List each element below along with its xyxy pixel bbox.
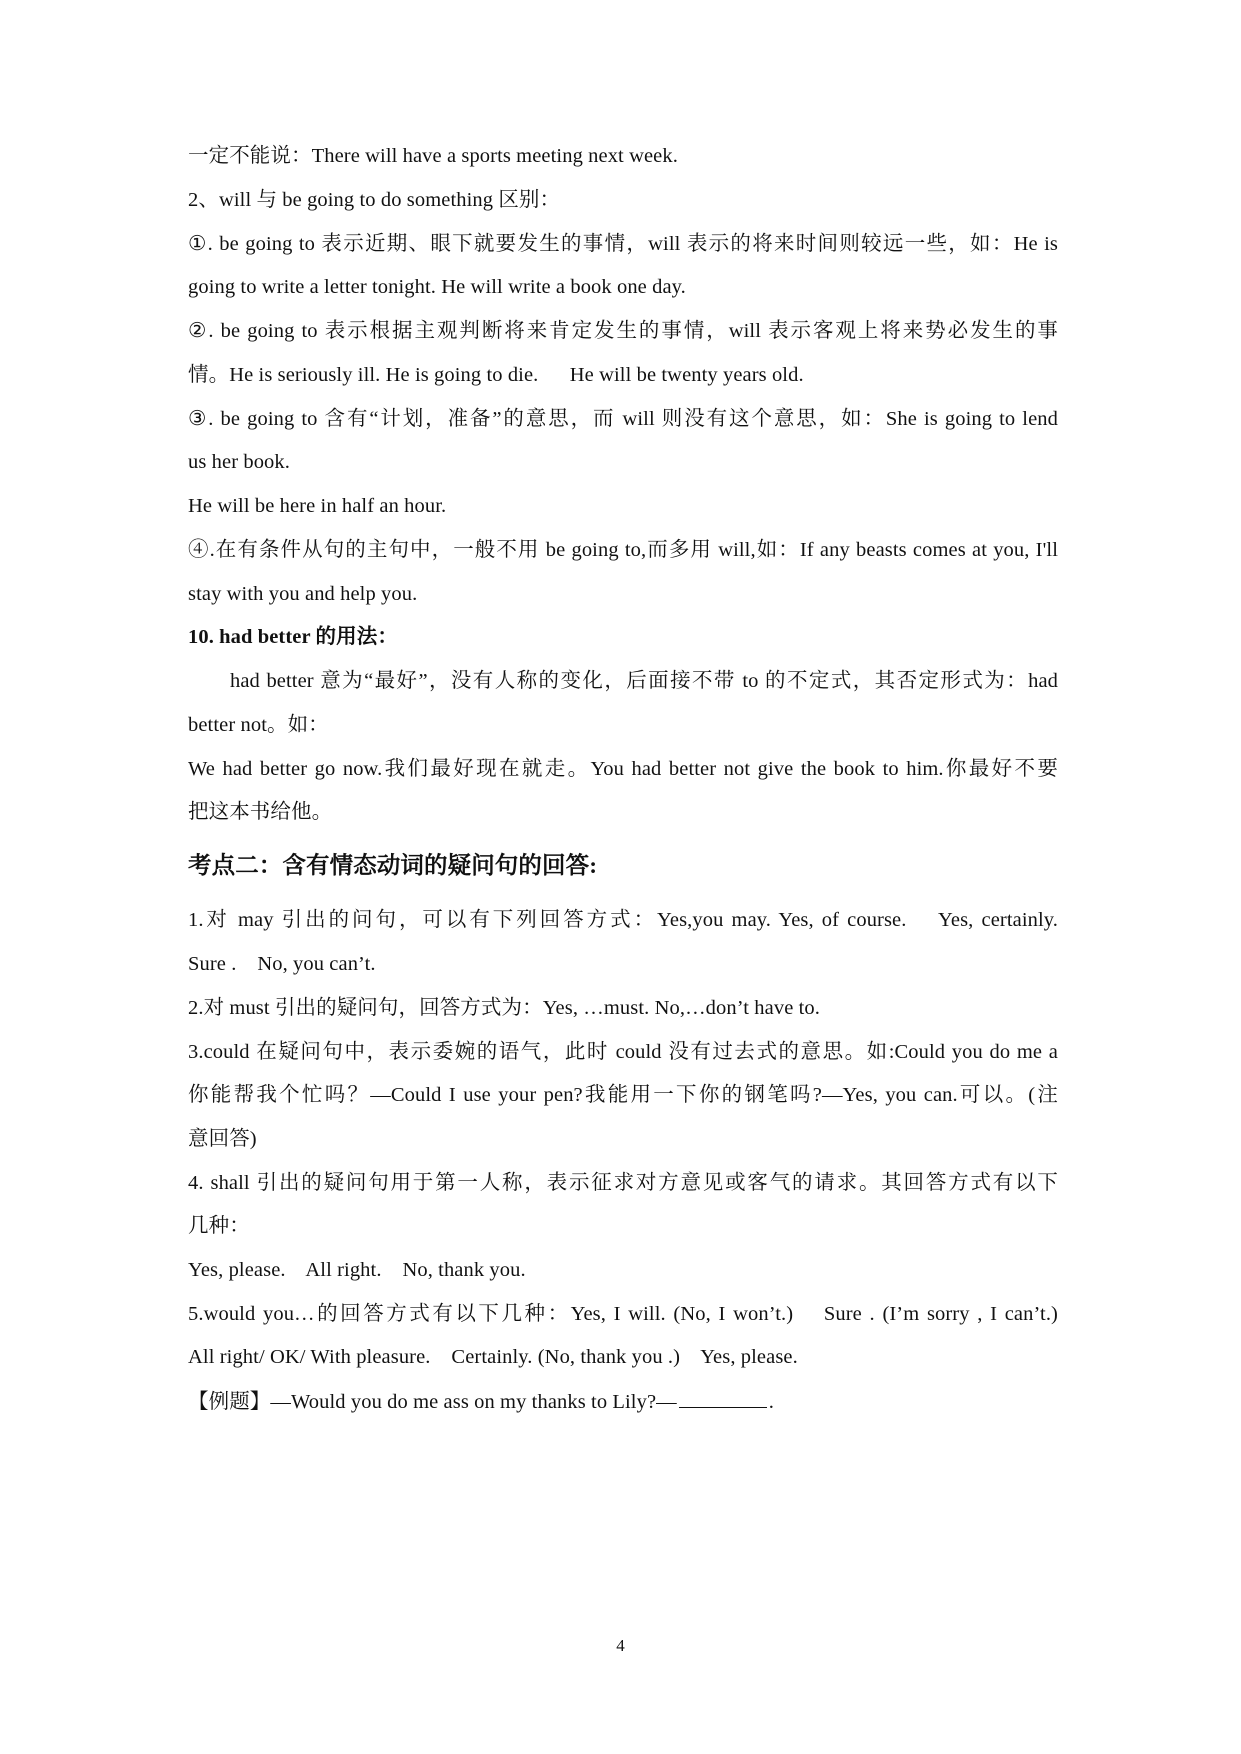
text-line: All right/ OK/ With pleasure. Certainly. (No, thank you .) Yes, please.: [188, 1346, 798, 1368]
example-question-end: .: [768, 1391, 774, 1413]
topic-heading: 考点二：含有情态动词的疑问句的回答:: [188, 853, 598, 879]
example-question-text: 【例题】—Would you do me ass on my thanks to Lily?—: [188, 1391, 677, 1413]
text-line: ②. be going to 表示根据主观判断将来肯定发生的事情，will 表示客观上将来势必发生的事: [188, 320, 1058, 342]
text-line: 5.would you…的回答方式有以下几种：Yes, I will. (No, I won’t.) Sure . (I’m sorry , I can’t.): [188, 1303, 1058, 1325]
text-line: 把这本书给他。: [188, 801, 333, 823]
text-line: better not。如：: [188, 714, 329, 736]
text-line: us her book.: [188, 451, 290, 473]
text-line: ③. be going to 含有“计划，准备”的意思，而 will 则没有这个意思，如：She is going to lend: [188, 408, 1058, 430]
text-line: We had better go now.我们最好现在就走。You had better not give the book to him.你最好不要: [188, 758, 1058, 780]
text-line: He will be here in half an hour.: [188, 495, 447, 517]
text-line: 4. shall 引出的疑问句用于第一人称，表示征求对方意见或客气的请求。其回答方式有以下: [188, 1172, 1058, 1194]
text-line: 一定不能说：There will have a sports meeting next week.: [188, 145, 678, 167]
text-line: going to write a letter tonight. He will write a book one day.: [188, 276, 686, 298]
page-number: 4: [616, 1636, 625, 1655]
text-line: ④.在有条件从句的主句中，一般不用 be going to,而多用 will,如：If any beasts comes at you, I'll: [188, 539, 1058, 561]
text-line: Sure . No, you can’t.: [188, 953, 376, 975]
text-line: 2.对 must 引出的疑问句，回答方式为：Yes, …must. No,…don’t have to.: [188, 997, 820, 1019]
example-question: [188, 1387, 1058, 1416]
text-line: 几种：: [188, 1215, 250, 1237]
text-line: 情。He is seriously ill. He is going to die. He will be twenty years old.: [188, 364, 804, 386]
text-line: stay with you and help you.: [188, 583, 418, 605]
text-line: 3.could 在疑问句中，表示委婉的语气，此时 could 没有过去式的意思。如:Could you do me a: [188, 1041, 1058, 1063]
text-line: Yes, please. All right. No, thank you.: [188, 1259, 526, 1281]
text-line: 你能帮我个忙吗？—Could I use your pen?我能用一下你的钢笔吗?—Yes, you can.可以。(注: [188, 1084, 1058, 1106]
answer-blank: [679, 1387, 767, 1408]
section-heading: 10. had better 的用法：: [188, 626, 398, 648]
text-line: 意回答): [188, 1128, 257, 1150]
text-line: ①. be going to 表示近期、眼下就要发生的事情，will 表示的将来时间则较远一些，如：He is: [188, 233, 1058, 255]
text-line: had better 意为“最好”，没有人称的变化，后面接不带 to 的不定式，其否定形式为：had: [230, 670, 1058, 692]
text-line: 2、will 与 be going to do something 区别：: [188, 189, 561, 211]
text-line: 1.对 may 引出的问句，可以有下列回答方式：Yes,you may. Yes, of course. Yes, certainly.: [188, 909, 1058, 931]
